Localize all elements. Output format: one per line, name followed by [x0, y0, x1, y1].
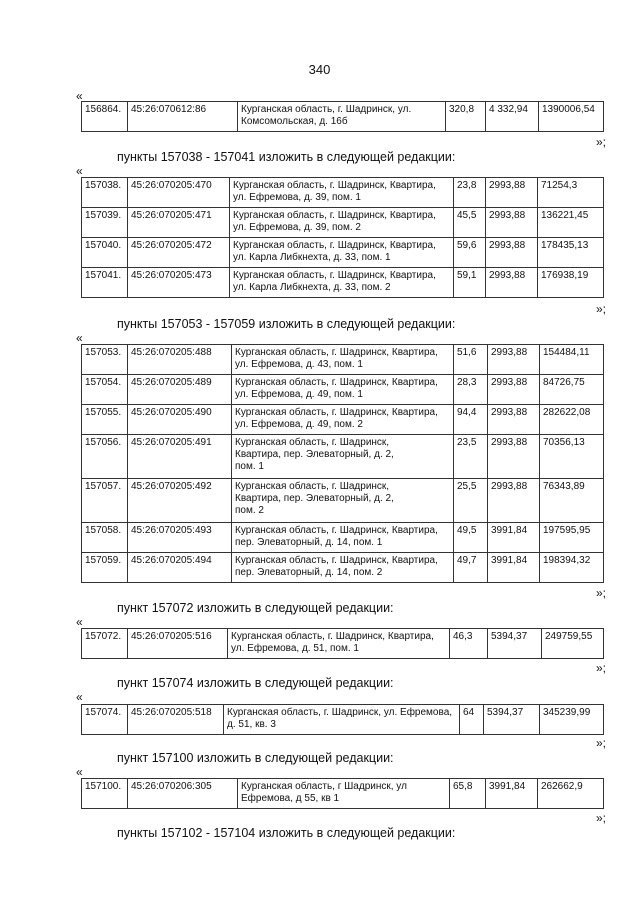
rate: 3991,84: [486, 779, 538, 809]
table-row: [82, 523, 604, 553]
address: Курганская область, г. Шадринск, Квартира, пер. Элеваторный, д. 2, пом. 2: [232, 479, 454, 523]
record-number: 157074.: [82, 705, 128, 735]
open-quote: «: [76, 164, 83, 178]
table-row: [82, 553, 604, 583]
address: Курганская область, г. Шадринск, Квартира, ул. Ефремова, д. 49, пом. 2: [232, 405, 454, 435]
cadastral-number: 45:26:070205:490: [128, 405, 232, 435]
table-row: [82, 435, 604, 479]
table-row: [82, 178, 604, 208]
record-number: 157040.: [82, 238, 128, 268]
records-table: [81, 778, 604, 809]
area: 46,3: [450, 629, 488, 659]
area: 64: [460, 705, 484, 735]
record-number: 157055.: [82, 405, 128, 435]
area: 65,8: [450, 779, 486, 809]
record-number: 156864.: [82, 102, 128, 132]
cadastral-number: 45:26:070205:473: [128, 268, 230, 298]
area: 51,6: [454, 345, 488, 375]
records-table: [81, 628, 604, 659]
close-quote: »;: [596, 811, 607, 825]
cadastral-number: 45:26:070205:493: [128, 523, 232, 553]
records-table: [81, 101, 604, 132]
rate: 2993,88: [486, 208, 538, 238]
value: 84726,75: [540, 375, 604, 405]
table-row: [82, 345, 604, 375]
section-heading: пункты 157053 - 157059 изложить в следующей редакции:: [117, 317, 456, 331]
rate: 2993,88: [488, 405, 540, 435]
table-row: [82, 268, 604, 298]
cadastral-number: 45:26:070205:470: [128, 178, 230, 208]
area: 94,4: [454, 405, 488, 435]
record-number: 157059.: [82, 553, 128, 583]
close-quote: »;: [596, 661, 607, 675]
area: 49,7: [454, 553, 488, 583]
area: 49,5: [454, 523, 488, 553]
table-row: [82, 629, 604, 659]
close-quote: »;: [596, 586, 607, 600]
address: Курганская область, г. Шадринск, Квартира, ул. Карла Либкнехта, д. 33, пом. 1: [230, 238, 454, 268]
section-heading: пункты 157102 - 157104 изложить в следующей редакции:: [117, 826, 456, 840]
cadastral-number: 45:26:070205:472: [128, 238, 230, 268]
value: 197595,95: [540, 523, 604, 553]
table-row: [82, 405, 604, 435]
rate: 3991,84: [488, 553, 540, 583]
value: 76343,89: [540, 479, 604, 523]
table-row: [82, 705, 604, 735]
record-number: 157057.: [82, 479, 128, 523]
value: 262662,9: [538, 779, 604, 809]
record-number: 157054.: [82, 375, 128, 405]
record-number: 157058.: [82, 523, 128, 553]
table-row: [82, 479, 604, 523]
page-number: 340: [308, 62, 331, 77]
area: 23,8: [454, 178, 486, 208]
rate: 5394,37: [488, 629, 542, 659]
cadastral-number: 45:26:070205:471: [128, 208, 230, 238]
record-number: 157072.: [82, 629, 128, 659]
cadastral-number: 45:26:070205:516: [128, 629, 228, 659]
cadastral-number: 45:26:070612:86: [128, 102, 238, 132]
section-heading: пункт 157100 изложить в следующей редакции:: [117, 751, 394, 765]
value: 282622,08: [540, 405, 604, 435]
open-quote: «: [76, 331, 83, 345]
address: Курганская область, г. Шадринск, Квартира, ул. Карла Либкнехта, д. 33, пом. 2: [230, 268, 454, 298]
area: 25,5: [454, 479, 488, 523]
cadastral-number: 45:26:070205:494: [128, 553, 232, 583]
address: Курганская область, г Шадринск, ул Ефремова, д 55, кв 1: [238, 779, 450, 809]
address: Курганская область, г. Шадринск, Квартира, ул. Ефремова, д. 51, пом. 1: [228, 629, 450, 659]
address: Курганская область, г. Шадринск, Квартира, пер. Элеваторный, д. 14, пом. 2: [232, 553, 454, 583]
cadastral-number: 45:26:070205:488: [128, 345, 232, 375]
value: 345239,99: [540, 705, 604, 735]
table-row: [82, 102, 604, 132]
value: 176938,19: [538, 268, 604, 298]
record-number: 157056.: [82, 435, 128, 479]
rate: 2993,88: [486, 268, 538, 298]
rate: 2993,88: [486, 178, 538, 208]
rate: 2993,88: [486, 238, 538, 268]
record-number: 157038.: [82, 178, 128, 208]
area: 320,8: [446, 102, 486, 132]
address: Курганская область, г. Шадринск, Квартира, ул. Ефремова, д. 39, пом. 2: [230, 208, 454, 238]
open-quote: «: [76, 615, 83, 629]
value: 70356,13: [540, 435, 604, 479]
address: Курганская область, г. Шадринск, Квартира, пер. Элеваторный, д. 14, пом. 1: [232, 523, 454, 553]
address: Курганская область, г. Шадринск, Квартира, ул. Ефремова, д. 43, пом. 1: [232, 345, 454, 375]
area: 59,1: [454, 268, 486, 298]
address: Курганская область, г. Шадринск, Квартира, ул. Ефремова, д. 49, пом. 1: [232, 375, 454, 405]
value: 249759,55: [542, 629, 604, 659]
value: 178435,13: [538, 238, 604, 268]
cadastral-number: 45:26:070205:491: [128, 435, 232, 479]
rate: 3991,84: [488, 523, 540, 553]
table-row: [82, 779, 604, 809]
cadastral-number: 45:26:070205:489: [128, 375, 232, 405]
rate: 4 332,94: [486, 102, 539, 132]
value: 198394,32: [540, 553, 604, 583]
address: Курганская область, г. Шадринск, ул. Комсомольская, д. 16б: [238, 102, 446, 132]
record-number: 157100.: [82, 779, 128, 809]
address: Курганская область, г. Шадринск, Квартира, ул. Ефремова, д. 39, пом. 1: [230, 178, 454, 208]
open-quote: «: [76, 89, 83, 103]
cadastral-number: 45:26:070205:518: [128, 705, 224, 735]
rate: 2993,88: [488, 345, 540, 375]
area: 59,6: [454, 238, 486, 268]
area: 45,5: [454, 208, 486, 238]
value: 71254,3: [538, 178, 604, 208]
open-quote: «: [76, 765, 83, 779]
value: 136221,45: [538, 208, 604, 238]
record-number: 157039.: [82, 208, 128, 238]
table-row: [82, 208, 604, 238]
value: 1390006,54: [539, 102, 604, 132]
close-quote: »;: [596, 302, 607, 316]
section-heading: пункты 157038 - 157041 изложить в следующей редакции:: [117, 150, 456, 164]
close-quote: »;: [596, 135, 607, 149]
record-number: 157041.: [82, 268, 128, 298]
rate: 2993,88: [488, 479, 540, 523]
open-quote: «: [76, 690, 83, 704]
rate: 2993,88: [488, 375, 540, 405]
address: Курганская область, г. Шадринск, ул. Ефремова, д. 51, кв. 3: [224, 705, 460, 735]
records-table: [81, 177, 604, 298]
section-heading: пункт 157072 изложить в следующей редакции:: [117, 601, 394, 615]
record-number: 157053.: [82, 345, 128, 375]
cadastral-number: 45:26:070205:492: [128, 479, 232, 523]
address: Курганская область, г. Шадринск, Квартира, пер. Элеваторный, д. 2, пом. 1: [232, 435, 454, 479]
area: 23,5: [454, 435, 488, 479]
records-table: [81, 344, 604, 583]
rate: 2993,88: [488, 435, 540, 479]
close-quote: »;: [596, 736, 607, 750]
cadastral-number: 45:26:070206:305: [128, 779, 238, 809]
rate: 5394,37: [484, 705, 540, 735]
records-table: [81, 704, 604, 735]
area: 28,3: [454, 375, 488, 405]
section-heading: пункт 157074 изложить в следующей редакции:: [117, 676, 394, 690]
table-row: [82, 375, 604, 405]
value: 154484,11: [540, 345, 604, 375]
table-row: [82, 238, 604, 268]
